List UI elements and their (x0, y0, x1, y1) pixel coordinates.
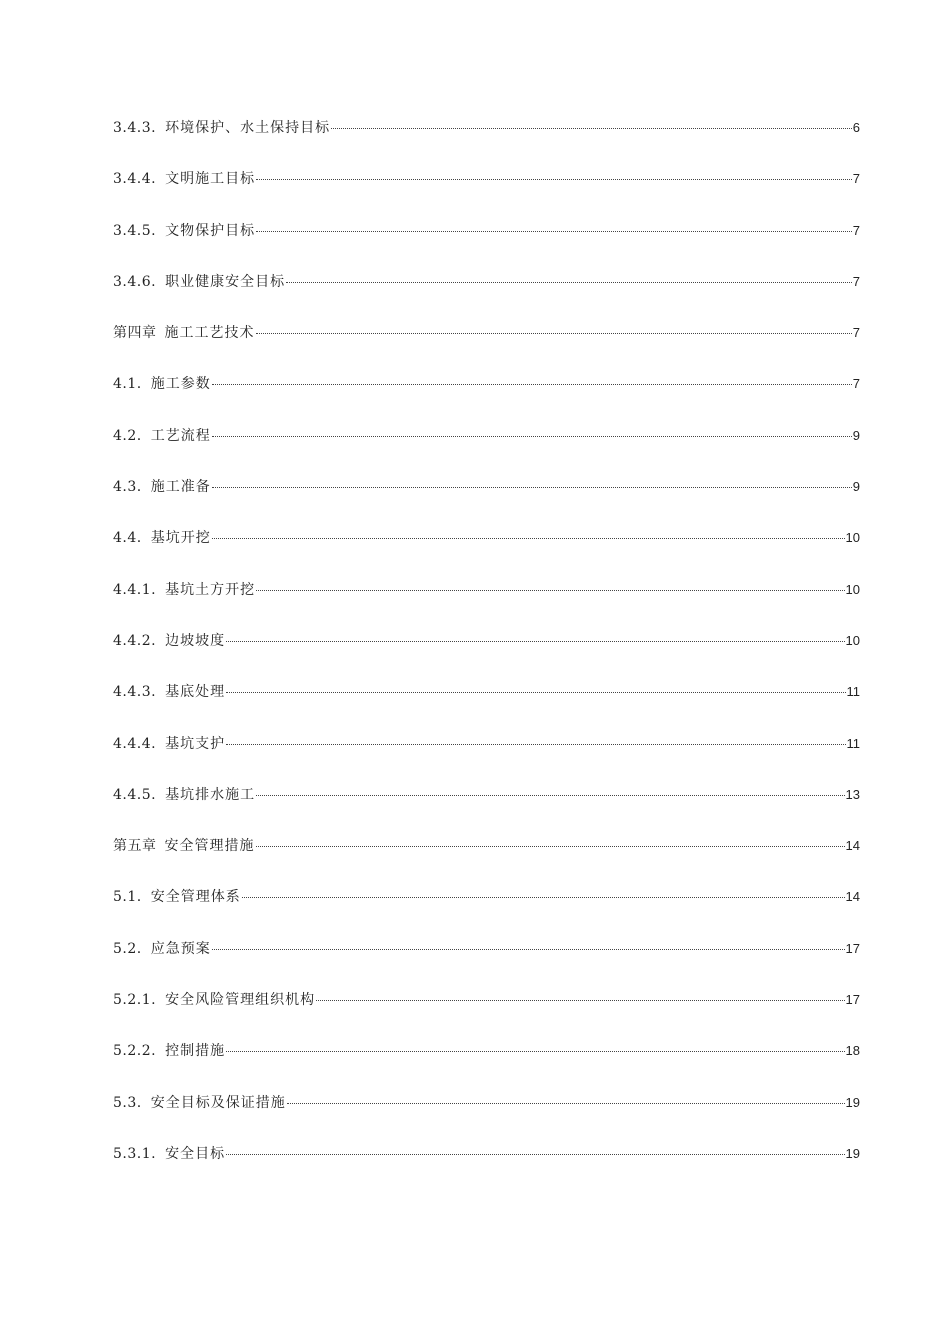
toc-entry-number: 5.3. (113, 1094, 142, 1111)
toc-entry[interactable] (113, 118, 860, 169)
toc-entry-page-number: 10 (845, 581, 860, 597)
toc-entry[interactable] (113, 631, 860, 682)
toc-entry-title: 控制措施 (165, 1043, 226, 1060)
toc-dot-leader (212, 487, 852, 488)
toc-entry-title: 安全目标及保证措施 (150, 1094, 286, 1111)
toc-dot-leader (242, 897, 845, 898)
toc-entry-number: 4.4.1. (113, 581, 157, 598)
toc-entry[interactable] (113, 939, 860, 990)
toc-entry-title: 工艺流程 (150, 427, 211, 444)
toc-entry-number: 3.4.3. (113, 120, 157, 136)
toc-entry-page-number: 9 (852, 479, 860, 495)
toc-entry-title: 安全管理体系 (150, 889, 241, 906)
toc-dot-leader (226, 692, 845, 693)
toc-dot-leader (212, 436, 852, 437)
toc-entry-page-number: 19 (845, 1094, 860, 1110)
toc-entry-number: 第五章 (113, 838, 157, 855)
toc-dot-leader (226, 1154, 844, 1155)
toc-entry-page-number: 7 (852, 171, 860, 187)
toc-entry[interactable] (113, 1144, 860, 1195)
toc-entry-title: 安全目标 (165, 1145, 226, 1162)
toc-entry[interactable] (113, 169, 860, 220)
toc-dot-leader (286, 282, 852, 283)
toc-dot-leader (316, 1000, 844, 1001)
toc-entry-number: 5.2. (113, 940, 142, 957)
toc-entry-page-number: 10 (845, 530, 860, 546)
toc-dot-leader (256, 795, 844, 796)
toc-entry[interactable] (113, 887, 860, 938)
toc-entry[interactable] (113, 836, 860, 887)
toc-entry[interactable] (113, 477, 860, 528)
toc-entry-title: 基底处理 (165, 684, 226, 701)
toc-entry-page-number: 7 (852, 222, 860, 238)
toc-entry[interactable] (113, 272, 860, 323)
toc-entry[interactable] (113, 1041, 860, 1092)
toc-entry[interactable] (113, 580, 860, 631)
toc-entry-number: 4.1. (113, 376, 142, 393)
toc-entry-title: 施工工艺技术 (164, 325, 255, 342)
toc-entry-title: 基坑排水施工 (165, 786, 256, 803)
toc-entry-page-number: 14 (845, 889, 860, 905)
toc-entry-number: 3.4.4. (113, 171, 157, 188)
toc-entry-page-number: 10 (845, 632, 860, 648)
toc-entry-number: 4.4.3. (113, 684, 157, 701)
toc-entry-page-number: 7 (852, 376, 860, 392)
toc-entry[interactable] (113, 682, 860, 733)
toc-entry-number: 4.2. (113, 427, 142, 444)
toc-entry-title: 职业健康安全目标 (165, 273, 286, 290)
toc-entry-title: 文明施工目标 (165, 171, 256, 188)
toc-entry-page-number: 18 (845, 1043, 860, 1059)
toc-entry-title: 安全管理措施 (164, 838, 255, 855)
toc-entry-number: 4.4.2. (113, 632, 157, 649)
toc-entry-title: 基坑土方开挖 (165, 581, 256, 598)
toc-entry-page-number: 7 (852, 325, 860, 341)
toc-dot-leader (212, 538, 845, 539)
toc-entry-page-number: 13 (845, 786, 860, 802)
toc-entry-title: 边坡坡度 (165, 632, 226, 649)
toc-entry-page-number: 19 (845, 1145, 860, 1161)
toc-entry-page-number: 14 (845, 838, 860, 854)
toc-entry-number: 5.1. (113, 889, 142, 906)
toc-entry-page-number: 6 (852, 120, 860, 135)
toc-entry[interactable] (113, 785, 860, 836)
toc-entry[interactable] (113, 426, 860, 477)
toc-entry[interactable] (113, 374, 860, 425)
toc-entry-number: 5.3.1. (113, 1145, 157, 1162)
toc-entry-page-number: 7 (852, 273, 860, 289)
toc-entry-number: 3.4.6. (113, 273, 157, 290)
toc-dot-leader (256, 846, 845, 847)
toc-entry-title: 文物保护目标 (165, 222, 256, 239)
toc-entry[interactable] (113, 990, 860, 1041)
toc-entry[interactable] (113, 221, 860, 272)
toc-entry-title: 施工准备 (150, 479, 211, 496)
toc-entry-number: 3.4.5. (113, 222, 157, 239)
toc-dot-leader (226, 744, 845, 745)
toc-dot-leader (256, 333, 852, 334)
toc-dot-leader (256, 590, 844, 591)
toc-entry-title: 应急预案 (150, 940, 211, 957)
toc-dot-leader (212, 384, 852, 385)
toc-dot-leader (256, 231, 852, 232)
toc-entry-number: 4.4.4. (113, 735, 157, 752)
toc-dot-leader (226, 641, 844, 642)
toc-entry-page-number: 17 (845, 940, 860, 956)
toc-entry-page-number: 9 (852, 427, 860, 443)
toc-entry-title: 环境保护、水土保持目标 (165, 120, 331, 136)
toc-dot-leader (331, 128, 852, 129)
toc-entry-title: 基坑开挖 (150, 530, 211, 547)
toc-entry[interactable] (113, 528, 860, 579)
toc-entry-page-number: 11 (846, 735, 860, 751)
toc-entry-title: 安全风险管理组织机构 (165, 992, 316, 1009)
toc-entry-number: 第四章 (113, 325, 157, 342)
toc-dot-leader (256, 179, 852, 180)
toc-entry-page-number: 17 (845, 992, 860, 1008)
toc-dot-leader (212, 949, 845, 950)
toc-entry-number: 4.3. (113, 479, 142, 496)
toc-dot-leader (287, 1103, 845, 1104)
toc-entry-number: 4.4.5. (113, 786, 157, 803)
toc-entry[interactable] (113, 323, 860, 374)
toc-dot-leader (226, 1051, 844, 1052)
toc-entry[interactable] (113, 1093, 860, 1144)
toc-entry[interactable] (113, 734, 860, 785)
table-of-contents (113, 118, 860, 1195)
toc-entry-title: 基坑支护 (165, 735, 226, 752)
toc-entry-number: 5.2.1. (113, 992, 157, 1009)
toc-entry-number: 4.4. (113, 530, 142, 547)
toc-entry-page-number: 11 (846, 684, 860, 700)
toc-entry-number: 5.2.2. (113, 1043, 157, 1060)
toc-entry-title: 施工参数 (150, 376, 211, 393)
